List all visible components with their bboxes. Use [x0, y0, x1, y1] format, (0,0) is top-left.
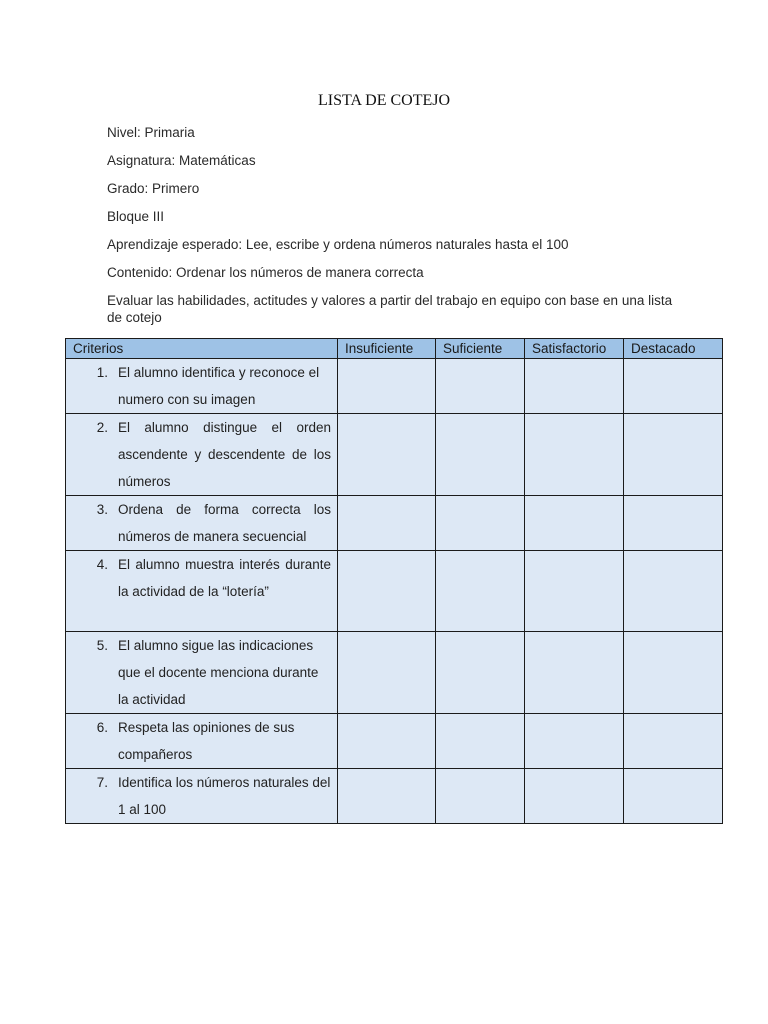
- destacado-cell[interactable]: [624, 632, 723, 714]
- contenido-line: Contenido: Ordenar los números de manera correcta: [107, 265, 424, 280]
- header-destacado: Destacado: [624, 339, 723, 359]
- destacado-cell[interactable]: [624, 769, 723, 824]
- table-row: [66, 496, 723, 551]
- document-title: LISTA DE COTEJO: [317, 92, 451, 109]
- suficiente-cell[interactable]: [436, 769, 525, 824]
- table-row: [66, 551, 723, 632]
- criterion-cell: [66, 496, 338, 551]
- insuficiente-cell[interactable]: [338, 769, 436, 824]
- insuficiente-cell[interactable]: [338, 359, 436, 414]
- satisfactorio-cell[interactable]: [525, 551, 624, 632]
- insuficiente-cell[interactable]: [338, 551, 436, 632]
- satisfactorio-cell[interactable]: [525, 496, 624, 551]
- criterion-number: 3.: [96, 502, 108, 517]
- suficiente-cell[interactable]: [436, 414, 525, 496]
- bloque-line: Bloque III: [107, 209, 165, 224]
- insuficiente-cell[interactable]: [338, 714, 436, 769]
- criterion-number: 2.: [96, 420, 108, 435]
- suficiente-cell[interactable]: [436, 359, 525, 414]
- criterion-text: Respeta las opiniones de sus compañeros: [118, 720, 295, 762]
- checklist-table: [65, 338, 723, 824]
- destacado-cell[interactable]: [624, 496, 723, 551]
- suficiente-cell[interactable]: [436, 496, 525, 551]
- criterion-text: El alumno identifica y reconoce el numero con su imagen: [118, 365, 320, 407]
- criterion-text: Ordena de forma correcta los números de manera secuencial: [118, 502, 331, 544]
- insuficiente-cell[interactable]: [338, 414, 436, 496]
- criterion-number: 6.: [96, 720, 108, 735]
- header-suficiente: Suficiente: [436, 339, 525, 359]
- header-insuficiente: Insuficiente: [338, 339, 436, 359]
- destacado-cell[interactable]: [624, 414, 723, 496]
- criterion-cell: [66, 769, 338, 824]
- table-row: [66, 769, 723, 824]
- suficiente-cell[interactable]: [436, 632, 525, 714]
- destacado-cell[interactable]: [624, 714, 723, 769]
- criterion-number: 4.: [96, 557, 108, 572]
- table-row: [66, 632, 723, 714]
- satisfactorio-cell[interactable]: [525, 714, 624, 769]
- asignatura-line: Asignatura: Matemáticas: [107, 153, 256, 168]
- criterion-number: 5.: [96, 638, 108, 653]
- criterion-cell: [66, 551, 338, 632]
- header-satisfactorio: Satisfactorio: [525, 339, 624, 359]
- criterion-text: El alumno sigue las indicaciones que el docente menciona durante la actividad: [118, 638, 319, 707]
- grado-line: Grado: Primero: [107, 181, 200, 196]
- criterion-cell: [66, 714, 338, 769]
- criterion-number: 7.: [96, 775, 108, 790]
- nivel-line: Nivel: Primaria: [107, 125, 195, 140]
- destacado-cell[interactable]: [624, 359, 723, 414]
- criterion-text: El alumno distingue el orden ascendente y descendente de los números: [118, 420, 331, 489]
- satisfactorio-cell[interactable]: [525, 769, 624, 824]
- evaluar-paragraph: Evaluar las habilidades, actitudes y valores a partir del trabajo en equipo con base en una lista de cotejo: [107, 293, 673, 325]
- criterion-cell: [66, 414, 338, 496]
- table-row: [66, 414, 723, 496]
- table-row: [66, 359, 723, 414]
- insuficiente-cell[interactable]: [338, 632, 436, 714]
- criterion-cell: [66, 632, 338, 714]
- table-row: [66, 714, 723, 769]
- header-criterios: Criterios: [66, 339, 338, 359]
- satisfactorio-cell[interactable]: [525, 359, 624, 414]
- destacado-cell[interactable]: [624, 551, 723, 632]
- suficiente-cell[interactable]: [436, 714, 525, 769]
- criterion-number: 1.: [96, 365, 108, 380]
- satisfactorio-cell[interactable]: [525, 632, 624, 714]
- criterion-text: Identifica los números naturales del 1 al 100: [118, 775, 331, 817]
- insuficiente-cell[interactable]: [338, 496, 436, 551]
- aprendizaje-line: Aprendizaje esperado: Lee, escribe y ordena números naturales hasta el 100: [107, 237, 569, 252]
- suficiente-cell[interactable]: [436, 551, 525, 632]
- table-header-row: [66, 339, 723, 359]
- satisfactorio-cell[interactable]: [525, 414, 624, 496]
- criterion-cell: [66, 359, 338, 414]
- criterion-text: El alumno muestra interés durante la actividad de la “lotería”: [118, 557, 331, 599]
